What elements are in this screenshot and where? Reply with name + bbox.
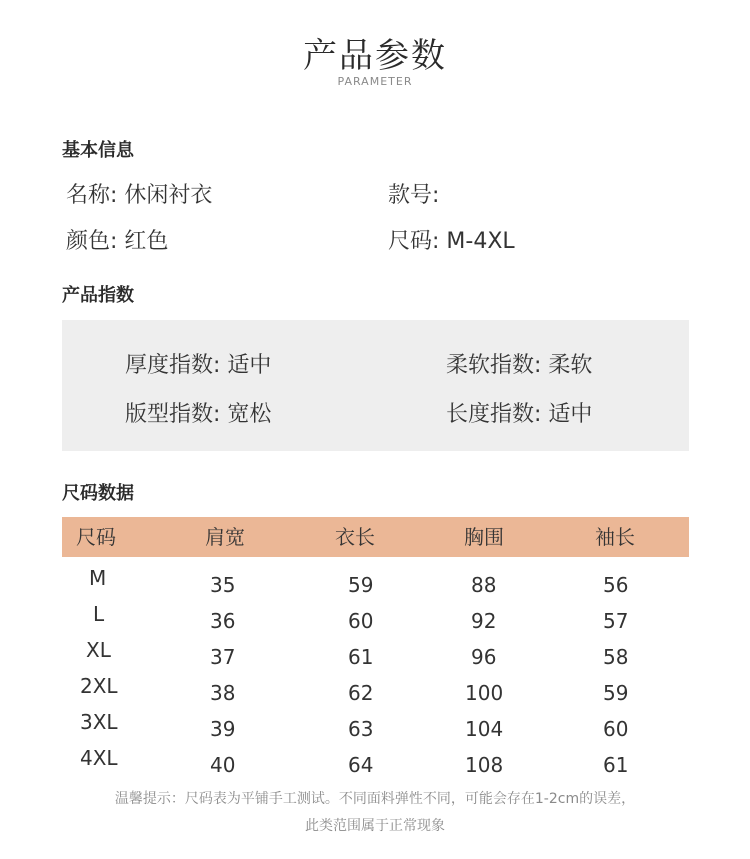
cell-size: 3XL bbox=[80, 710, 118, 734]
cell-shoulder: 39 bbox=[210, 717, 236, 741]
cell-shoulder: 36 bbox=[210, 609, 236, 633]
thickness-index: 厚度指数: 适中 bbox=[125, 353, 272, 378]
product-color: 颜色: 红色 bbox=[66, 229, 169, 254]
cell-sleeve: 56 bbox=[603, 573, 629, 597]
table-row bbox=[62, 746, 689, 782]
style-number: 款号: bbox=[388, 183, 440, 208]
cell-chest: 92 bbox=[471, 609, 497, 633]
cell-size: M bbox=[89, 566, 107, 590]
product-index-box bbox=[62, 320, 689, 451]
table-row bbox=[62, 566, 689, 602]
length-index: 长度指数: 适中 bbox=[446, 402, 593, 427]
table-row bbox=[62, 602, 689, 638]
cell-length: 61 bbox=[348, 645, 374, 669]
size-note-line-2: 此类范围属于正常现象 bbox=[305, 818, 445, 834]
cell-shoulder: 38 bbox=[210, 681, 236, 705]
cell-chest: 108 bbox=[465, 753, 504, 777]
page-title: 产品参数 bbox=[303, 36, 447, 76]
basic-info-heading: 基本信息 bbox=[62, 140, 134, 161]
cell-chest: 88 bbox=[471, 573, 497, 597]
column-header-length: 衣长 bbox=[335, 525, 375, 549]
size-note-line-1: 温馨提示：尺码表为平铺手工测试。不同面料弹性不同，可能会存在1-2cm的误差， bbox=[114, 791, 636, 807]
cell-sleeve: 59 bbox=[603, 681, 629, 705]
size-table-header bbox=[62, 517, 689, 557]
table-row bbox=[62, 638, 689, 674]
column-header-sleeve: 袖长 bbox=[595, 525, 635, 549]
table-row bbox=[62, 710, 689, 746]
size-table bbox=[62, 517, 689, 777]
cell-size: L bbox=[93, 602, 105, 626]
column-header-chest: 胸围 bbox=[464, 525, 504, 549]
cell-size: XL bbox=[86, 638, 111, 662]
cell-chest: 96 bbox=[471, 645, 497, 669]
column-header-size: 尺码 bbox=[76, 525, 116, 549]
cell-shoulder: 35 bbox=[210, 573, 236, 597]
table-row bbox=[62, 674, 689, 710]
cell-chest: 104 bbox=[465, 717, 504, 741]
cell-size: 2XL bbox=[80, 674, 118, 698]
cell-size: 4XL bbox=[80, 746, 118, 770]
cell-shoulder: 40 bbox=[210, 753, 236, 777]
size-range: 尺码: M-4XL bbox=[388, 229, 515, 254]
cell-shoulder: 37 bbox=[210, 645, 236, 669]
size-data-heading: 尺码数据 bbox=[62, 483, 134, 504]
page-subtitle: PARAMETER bbox=[337, 75, 413, 88]
cell-length: 62 bbox=[348, 681, 374, 705]
cell-length: 60 bbox=[348, 609, 374, 633]
cell-chest: 100 bbox=[465, 681, 504, 705]
cell-sleeve: 57 bbox=[603, 609, 629, 633]
product-name: 名称: 休闲衬衣 bbox=[66, 183, 213, 208]
column-header-shoulder: 肩宽 bbox=[205, 525, 245, 549]
cell-length: 64 bbox=[348, 753, 374, 777]
softness-index: 柔软指数: 柔软 bbox=[446, 353, 593, 378]
cell-length: 63 bbox=[348, 717, 374, 741]
cell-sleeve: 60 bbox=[603, 717, 629, 741]
cell-sleeve: 61 bbox=[603, 753, 629, 777]
product-index-heading: 产品指数 bbox=[62, 285, 134, 306]
cell-sleeve: 58 bbox=[603, 645, 629, 669]
cell-length: 59 bbox=[348, 573, 374, 597]
fit-index: 版型指数: 宽松 bbox=[125, 402, 272, 427]
